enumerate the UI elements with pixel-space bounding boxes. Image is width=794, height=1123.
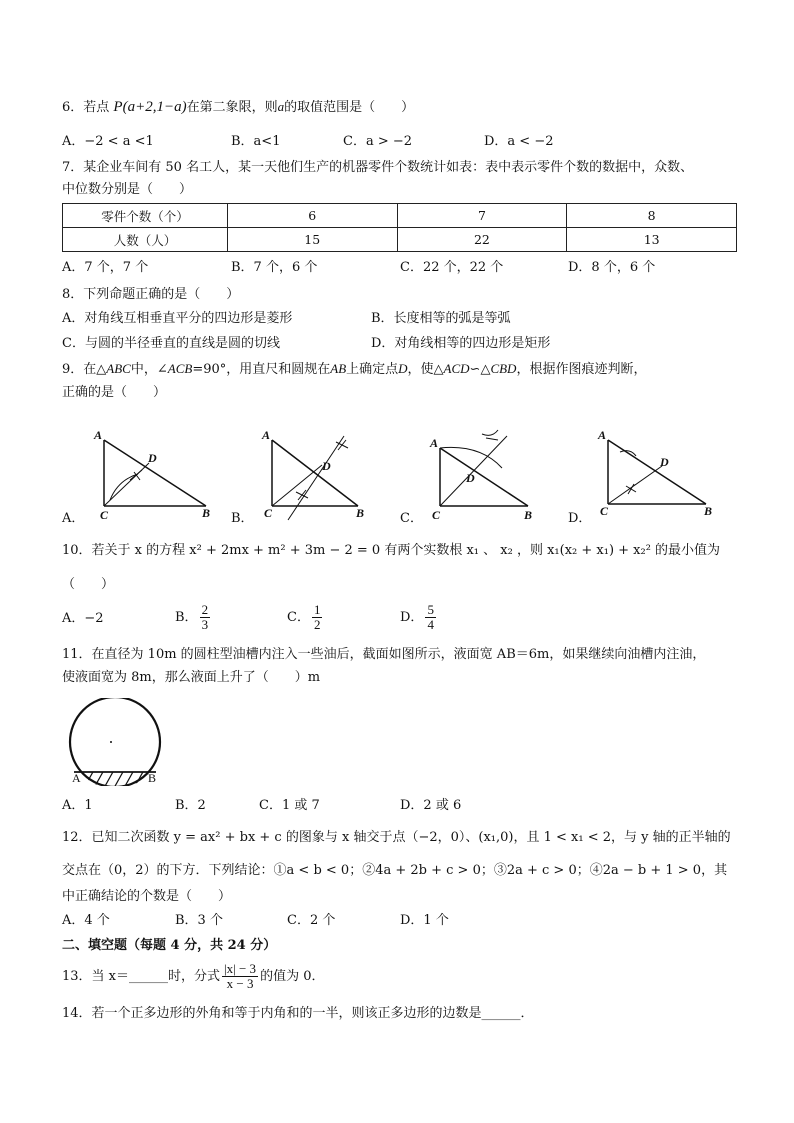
q9-figure-b [261, 428, 364, 520]
q11-line2: 使液面宽为 8m，那么液面上升了（ ）m [62, 670, 321, 685]
q8-option-c[interactable]: C．与圆的半径垂直的直线是圆的切线 [62, 336, 280, 351]
fig-label-a: A [430, 436, 439, 450]
q6-option-d[interactable]: D．a < −2 [484, 134, 554, 149]
q11-option-d[interactable]: D．2 或 6 [400, 798, 462, 813]
q11-option-b[interactable]: B．2 [175, 798, 206, 813]
fig-label-d: D [322, 459, 331, 473]
fig-label-c: C [432, 508, 441, 522]
q8-option-a[interactable]: A．对角线互相垂直平分的四边形是菱形 [62, 311, 293, 326]
q9-text: ACD [443, 361, 470, 376]
denominator: 3 [201, 617, 209, 632]
fraction [200, 603, 211, 632]
table-cell: 人数（人） [63, 228, 228, 252]
q11-option-c[interactable]: C．1 或 7 [259, 798, 320, 813]
denominator: 2 [313, 617, 321, 632]
q12-line3: 中正确结论的个数是（ ） [62, 889, 232, 904]
q10-option-c[interactable] [287, 603, 324, 632]
q12-line1: 12．已知二次函数 y = ax² + bx + c 的图象与 x 轴交于点（−2，0）、(x₁,0)，且 1 < x₁ < 2，与 y 轴的正半轴的 [62, 830, 731, 845]
numerator: 2 [201, 602, 209, 617]
fig-label-d: D [660, 455, 669, 469]
q8-option-b[interactable]: B．长度相等的弧是等弧 [371, 311, 511, 326]
q9-line1 [62, 360, 646, 379]
q12-option-a[interactable]: A．4 个 [62, 913, 110, 928]
fig-label-a: A [72, 771, 81, 785]
fig-label-a: A [94, 428, 103, 442]
q9-text: 中，∠ [130, 362, 168, 377]
q7-option-a[interactable]: A．7 个，7 个 [62, 260, 149, 275]
q10-option-b[interactable] [175, 603, 212, 632]
fig-label-c: C [264, 506, 273, 520]
q14-stem: 14．若一个正多边形的外角和等于内角和的一半，则该正多边形的边数是______． [62, 1006, 534, 1021]
q11-oil-tank-figure [62, 698, 172, 786]
table-row [63, 204, 737, 228]
q9-text: 9．在△ [62, 362, 107, 377]
table-cell: 8 [567, 204, 737, 228]
option-label: B． [175, 610, 198, 625]
q12-line2: 交点在（0，2）的下方．下列结论：①a < b < 0；②4a + 2b + c > 0；③2a + c > 0；④2a − b + 1 > 0，其 [62, 863, 728, 878]
q6-point: P(a+2,1−a) [113, 99, 187, 115]
table-cell: 13 [567, 228, 737, 252]
q7-option-b[interactable]: B．7 个，6 个 [231, 260, 318, 275]
q6-prefix: 6．若点 [62, 100, 110, 115]
q11-option-a[interactable]: A．1 [62, 798, 93, 813]
q9-text: ，使△ [407, 362, 444, 377]
numerator: 5 [427, 602, 434, 617]
fraction [312, 603, 323, 632]
q9-text: AB [330, 361, 347, 376]
q6-option-c[interactable]: C．a > −2 [343, 134, 413, 149]
q9-figure-d [597, 428, 712, 518]
q7-option-d[interactable]: D．8 个，6 个 [568, 260, 656, 275]
fig-label-b: B [356, 506, 365, 520]
q13-prefix: 13．当 x＝______时，分式 [62, 969, 221, 984]
option-label: D． [400, 610, 424, 625]
section-heading: 二、填空题（每题 4 分，共 24 分） [62, 938, 277, 953]
q9-text: ，根据作图痕迹判断， [516, 362, 647, 377]
q9-figure-a [93, 428, 210, 522]
fig-label-d: D [466, 471, 475, 485]
q11-line1: 11．在直径为 10m 的圆柱型油槽内注入一些油后，截面如图所示，液面宽 AB＝6m，如果继续向油槽内注油， [62, 647, 706, 662]
q12-option-d[interactable]: D．1 个 [400, 913, 449, 928]
q6-stem [62, 98, 414, 117]
denominator: 4 [427, 617, 434, 632]
table-cell: 22 [397, 228, 567, 252]
q7-option-c[interactable]: C．22 个，22 个 [400, 260, 504, 275]
q10-stem: 10．若关于 x 的方程 x² + 2mx + m² + 3m − 2 = 0 有两个实数根 x₁ 、 x₂ ，则 x₁(x₂ + x₁) + x₂² 的最小值为 [62, 543, 721, 558]
q13-stem [62, 962, 324, 991]
q9-option-d[interactable]: D． [568, 511, 592, 526]
fraction [425, 603, 436, 632]
fraction [222, 962, 258, 991]
q10-option-d[interactable] [400, 603, 438, 632]
q6-suffix: 在第二象限，则 [186, 100, 278, 115]
q7-table [62, 203, 737, 252]
fig-label-c: C [100, 508, 109, 522]
table-row [63, 228, 737, 252]
fig-label-b: B [202, 506, 211, 520]
q9-text: D [398, 361, 408, 376]
q9-line2: 正确的是（ ） [62, 385, 167, 400]
fig-label-b: B [524, 508, 533, 522]
q9-text: ∽△ [469, 362, 491, 377]
q13-suffix: 的值为 0． [260, 969, 325, 984]
q8-stem: 8．下列命题正确的是（ ） [62, 287, 240, 302]
q6-end: 的取值范围是（ ） [284, 100, 415, 115]
fig-label-a: A [262, 428, 271, 442]
fig-label-b: B [148, 771, 157, 785]
q6-option-b[interactable]: B．a<1 [231, 134, 281, 149]
numerator: 1 [313, 602, 321, 617]
option-label: A． [62, 611, 85, 626]
option-value: −2 [84, 611, 104, 626]
denominator: x − 3 [226, 976, 254, 991]
q9-option-c[interactable]: C． [400, 511, 423, 526]
fig-label-d: D [148, 451, 157, 465]
q10-option-a[interactable] [62, 610, 104, 628]
q9-figure-c [429, 430, 532, 522]
q9-text: ACB [167, 361, 193, 376]
q7-line2: 中位数分别是（ ） [62, 182, 193, 197]
table-cell: 7 [397, 204, 567, 228]
q8-option-d[interactable]: D．对角线相等的四边形是矩形 [371, 336, 551, 351]
q9-text: CBD [490, 361, 517, 376]
q9-option-b[interactable]: B． [231, 511, 254, 526]
fig-label-c: C [600, 504, 609, 518]
q6-var: a [277, 99, 285, 114]
q9-text: =90°，用直尺和圆规在 [192, 362, 331, 377]
q12-option-b[interactable]: B．3 个 [175, 913, 223, 928]
q7-line1: 7．某企业车间有 50 名工人，某一天他们生产的机器零件个数统计如表：表中表示零件个数的数据中，众数、 [62, 160, 694, 175]
q10-paren: （ ） [62, 577, 115, 592]
fig-label-b: B [704, 504, 713, 518]
numerator: |x| − 3 [224, 961, 257, 976]
table-cell: 15 [227, 228, 397, 252]
q6-option-a[interactable]: A．−2 < a <1 [62, 134, 154, 149]
q9-text: ABC [106, 361, 131, 376]
option-label: C． [287, 610, 310, 625]
q9-option-a[interactable]: A． [62, 511, 85, 526]
q12-option-c[interactable]: C．2 个 [287, 913, 336, 928]
q9-text: 上确定点 [346, 362, 399, 377]
fig-label-a: A [598, 428, 607, 442]
table-cell: 零件个数（个） [63, 204, 228, 228]
table-cell: 6 [227, 204, 397, 228]
